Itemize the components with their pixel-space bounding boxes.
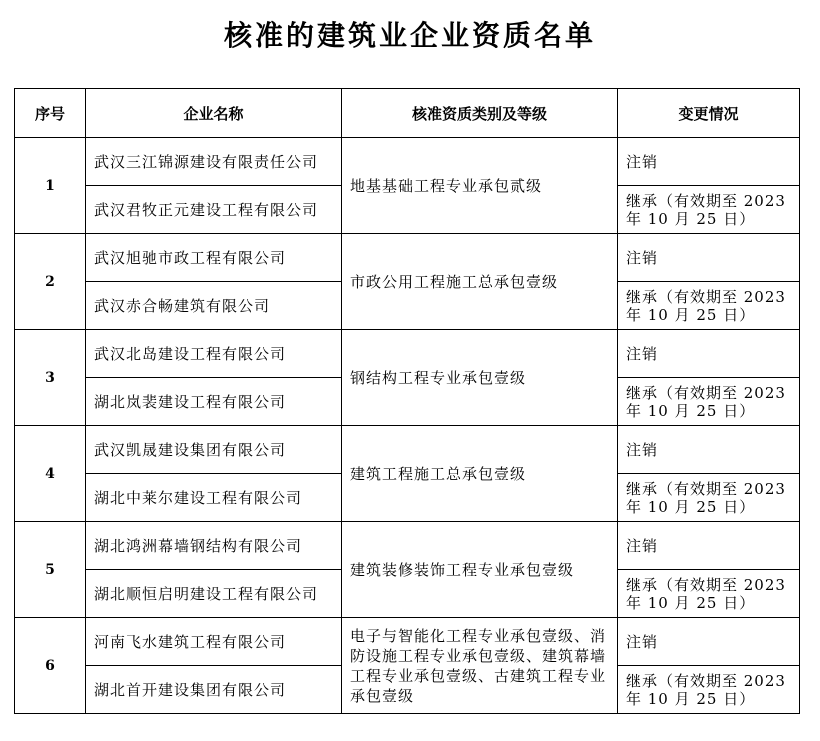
status-cell: 注销 [618,330,800,378]
category-cell: 市政公用工程施工总承包壹级 [342,234,618,330]
table-row [15,234,800,282]
status-cell: 注销 [618,234,800,282]
company-cell: 湖北中莱尔建设工程有限公司 [86,474,342,522]
table-row [15,138,800,186]
category-cell: 建筑装修装饰工程专业承包壹级 [342,522,618,618]
category-cell: 建筑工程施工总承包壹级 [342,426,618,522]
status-cell: 继承（有效期至 2023 年 10 月 25 日） [618,186,800,234]
company-cell: 武汉君牧正元建设工程有限公司 [86,186,342,234]
header-seq: 序号 [15,89,86,138]
category-cell: 钢结构工程专业承包壹级 [342,330,618,426]
category-cell: 电子与智能化工程专业承包壹级、消防设施工程专业承包壹级、建筑幕墙工程专业承包壹级、古建筑工程专业承包壹级 [342,618,618,714]
table-row [15,522,800,570]
status-cell: 继承（有效期至 2023 年 10 月 25 日） [618,474,800,522]
qualification-table [14,88,800,714]
seq-cell: 1 [15,138,86,234]
header-status: 变更情况 [618,89,800,138]
status-cell: 继承（有效期至 2023 年 10 月 25 日） [618,666,800,714]
table-row [15,618,800,666]
company-cell: 武汉赤合畅建筑有限公司 [86,282,342,330]
status-cell: 继承（有效期至 2023 年 10 月 25 日） [618,570,800,618]
seq-cell: 6 [15,618,86,714]
status-cell: 继承（有效期至 2023 年 10 月 25 日） [618,282,800,330]
company-cell: 武汉三江锦源建设有限责任公司 [86,138,342,186]
company-cell: 湖北岚裴建设工程有限公司 [86,378,342,426]
status-cell: 注销 [618,522,800,570]
table-row [15,330,800,378]
seq-cell: 5 [15,522,86,618]
header-company: 企业名称 [86,89,342,138]
company-cell: 武汉凯晟建设集团有限公司 [86,426,342,474]
company-cell: 河南飞水建筑工程有限公司 [86,618,342,666]
page-title: 核准的建筑业企业资质名单 [223,19,596,52]
status-cell: 注销 [618,426,800,474]
company-cell: 武汉北岛建设工程有限公司 [86,330,342,378]
seq-cell: 4 [15,426,86,522]
seq-cell: 3 [15,330,86,426]
company-cell: 湖北鸿洲幕墙钢结构有限公司 [86,522,342,570]
table-row [15,426,800,474]
table-header-row [15,89,800,138]
company-cell: 湖北顺恒启明建设工程有限公司 [86,570,342,618]
status-cell: 注销 [618,138,800,186]
company-cell: 湖北首开建设集团有限公司 [86,666,342,714]
seq-cell: 2 [15,234,86,330]
header-category: 核准资质类别及等级 [342,89,618,138]
status-cell: 继承（有效期至 2023 年 10 月 25 日） [618,378,800,426]
category-cell: 地基基础工程专业承包贰级 [342,138,618,234]
company-cell: 武汉旭驰市政工程有限公司 [86,234,342,282]
status-cell: 注销 [618,618,800,666]
